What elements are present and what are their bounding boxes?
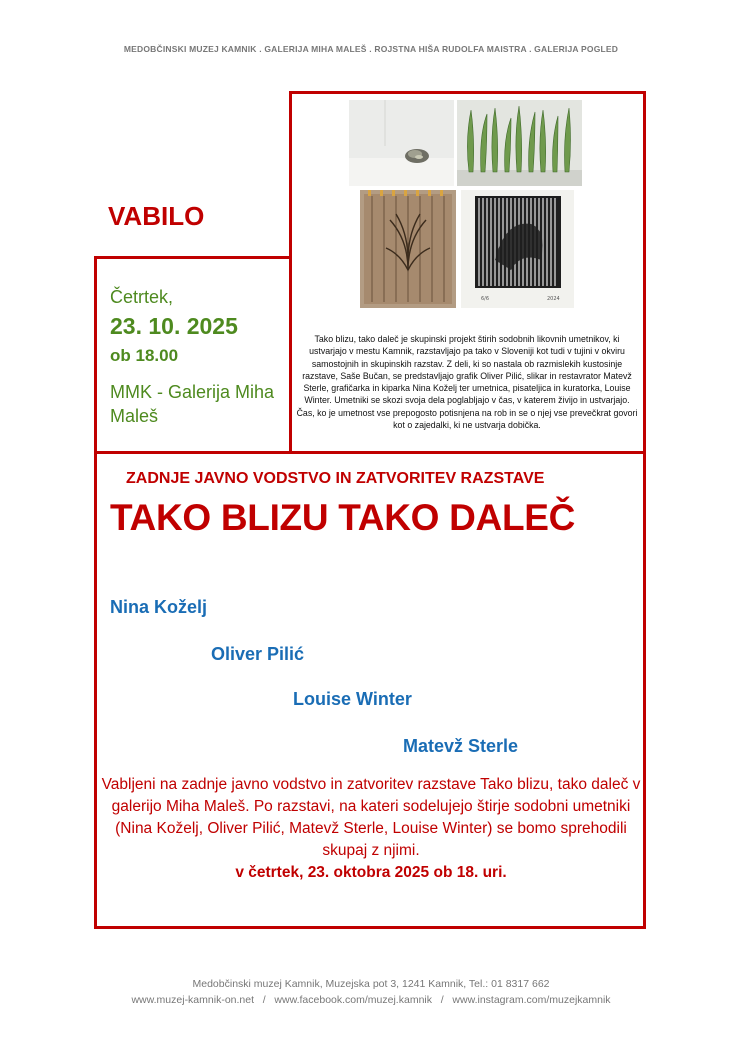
- invitation-text: Vabljeni na zadnje javno vodstvo in zatvoritev razstave Tako blizu, tako daleč v galerijo Miha Maleš. Po razstavi, na kateri sodelujejo štirje sodobni umetniki (Nina Koželj, Oliver Pilić, Matevž Sterle, Louise Winter) se bomo sprehodili skupaj z njimi.: [101, 776, 641, 859]
- event-time: ob 18.00: [110, 346, 179, 365]
- exhibition-title: TAKO BLIZU TAKO DALEČ: [110, 497, 576, 538]
- event-day: Četrtek,: [110, 287, 174, 307]
- footer-links: www.muzej-kamnik-on.net / www.facebook.com/muzej.kamnik / www.instagram.com/muzejkamnik: [131, 994, 611, 1006]
- invitation-title: VABILO: [108, 201, 205, 231]
- invitation-when: v četrtek, 23. oktobra 2025 ob 18. uri.: [235, 864, 507, 881]
- artwork-photo-leaves: [457, 100, 582, 186]
- print-caption-left: 6/6: [481, 296, 490, 302]
- artist-name: Louise Winter: [293, 689, 412, 709]
- artist-name: Nina Koželj: [110, 597, 208, 617]
- artwork-photo-stone: [349, 100, 454, 186]
- event-venue: MMK - Galerija Miha Maleš: [110, 382, 275, 426]
- exhibition-description: Tako blizu, tako daleč je skupinski projekt štirih sodobnih likovnih umetnikov, ki ustvarjajo v mestu Kamnik, razstavljajo pa tako v Sloveniji kot tudi v tujini v okviru samostojnih in skupinskih razstav. Z deli, ki so nastala ob razmislekih kustosinje razstave, Saše Bučan, se predstavljajo grafik Oliver Pilić, slikar in restavrator Matevž Sterle, grafičarka in kiparka Nina Koželj ter umetnica, pisateljica in kuratorka, Louise Winter. Umetniki se skozi svoja dela poglabljajo v čas, v katerem živijo in ustvarjajo. Čas, ko je umetnost vse prepogosto potisnjena na rob in se o njej vse prevečkrat govori kot o zajedalki, ki ne ustvarja dobička.: [296, 334, 638, 431]
- artwork-photo-pods: [360, 190, 456, 308]
- artist-name: Matevž Sterle: [403, 736, 519, 756]
- artwork-photo-print: [461, 190, 574, 308]
- footer-address: Medobčinski muzej Kamnik, Muzejska pot 3, 1241 Kamnik, Tel.: 01 8317 662: [192, 978, 550, 990]
- invitation-text-block: [100, 774, 642, 884]
- event-date: 23. 10. 2025: [110, 313, 238, 339]
- institutions-header: MEDOBČINSKI MUZEJ KAMNIK . GALERIJA MIHA MALEŠ . ROJSTNA HIŠA RUDOLFA MAISTRA . GALERIJA POGLED: [123, 44, 619, 54]
- artist-name: Oliver Pilić: [211, 644, 305, 664]
- print-caption-right: 2024: [547, 296, 560, 302]
- exhibition-subtitle: ZADNJE JAVNO VODSTVO IN ZATVORITEV RAZSTAVE: [126, 470, 545, 487]
